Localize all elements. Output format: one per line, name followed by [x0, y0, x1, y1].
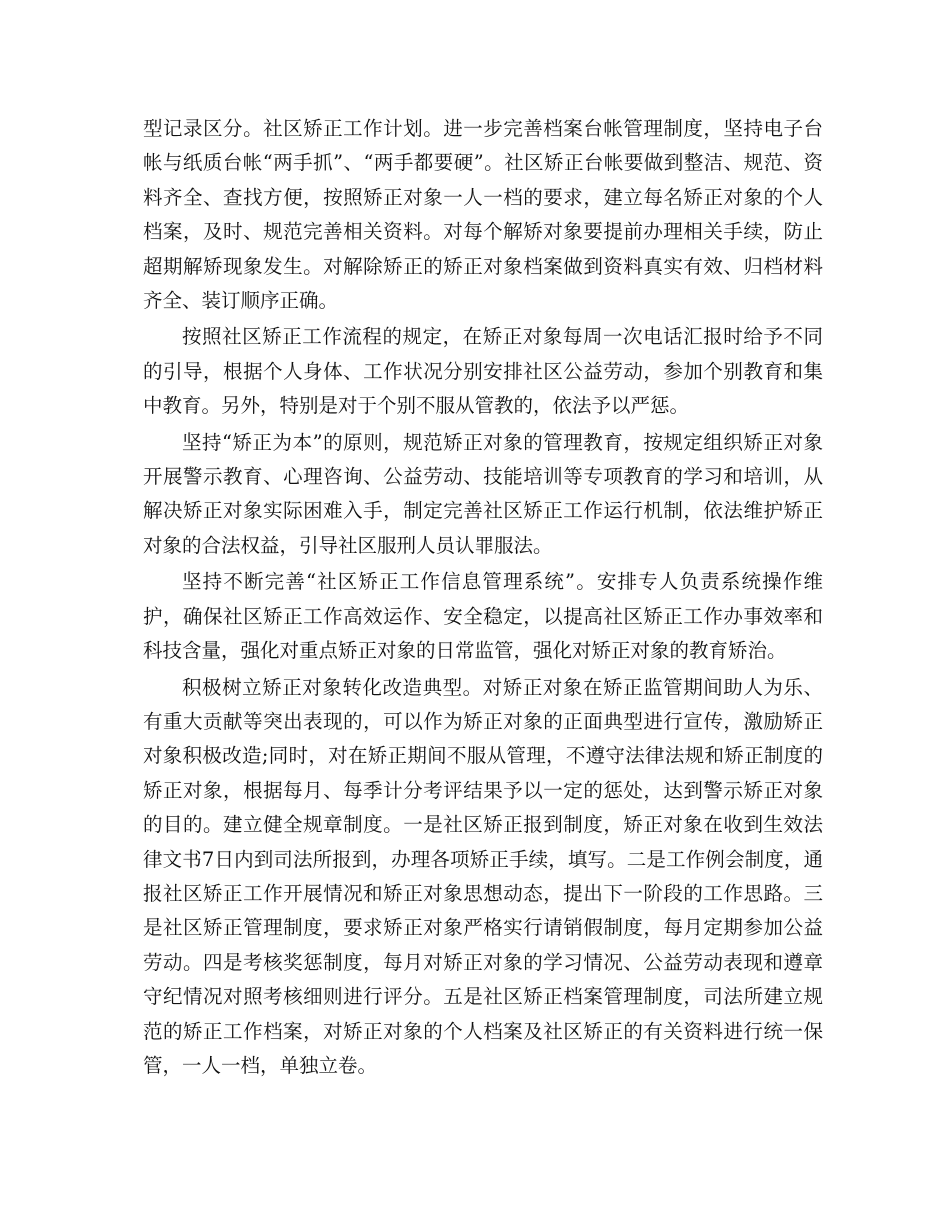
paragraph-information-system: 坚持不断完善“社区矫正工作信息管理系统”。安排专人负责系统操作维护，确保社区矫正工作高效运作、安全稳定，以提高社区矫正工作办事效率和科技含量，强化对重点矫正对象的日常监管，强化对矫正对象的教育矫治。 [143, 570, 823, 663]
paragraph-archive-management: 型记录区分。社区矫正工作计划。进一步完善档案台帐管理制度，坚持电子台帐与纸质台帐“两手抓”、“两手都要硬”。社区矫正台帐要做到整洁、规范、资料齐全、查找方便，按照矫正对象一人一档的要求，建立每名矫正对象的个人档案，及时、规范完善相关资料。对每个解矫对象要提前办理相关手续，防止超期解矫现象发生。对解除矫正的矫正对象档案做到资料真实有效、归档材料齐全、装订顺序正确。 [143, 117, 823, 313]
document-body [143, 112, 823, 1083]
paragraph-typical-examples-and-rules: 积极树立矫正对象转化改造典型。对矫正对象在矫正监管期间助人为乐、有重大贡献等突出表现的，可以作为矫正对象的正面典型进行宣传，激励矫正对象积极改造;同时，对在矫正期间不服从管理，不遵守法律法规和矫正制度的矫正对象，根据每月、每季计分考评结果予以一定的惩处，达到警示矫正对象的目的。建立健全规章制度。一是社区矫正报到制度，矫正对象在收到生效法律文书7日内到司法所报到，办理各项矫正手续，填写。二是工作例会制度，通报社区矫正工作开展情况和矫正对象思想动态，提出下一阶段的工作思路。三是社区矫正管理制度，要求矫正对象严格实行请销假制度，每月定期参加公益劳动。四是考核奖惩制度，每月对矫正对象的学习情况、公益劳动表现和遵章守纪情况对照考核细则进行评分。五是社区矫正档案管理制度，司法所建立规范的矫正工作档案，对矫正对象的个人档案及社区矫正的有关资料进行统一保管，一人一档，单独立卷。 [143, 675, 823, 1077]
paragraph-reporting-guidance: 按照社区矫正工作流程的规定，在矫正对象每周一次电话汇报时给予不同的引导，根据个人身体、工作状况分别安排社区公益劳动，参加个别教育和集中教育。另外，特别是对于个别不服从管教的，依法予以严惩。 [143, 325, 823, 418]
paragraph-correction-principle: 坚持“矫正为本”的原则，规范矫正对象的管理教育，按规定组织矫正对象开展警示教育、心理咨询、公益劳动、技能培训等专项教育的学习和培训，从解决矫正对象实际困难入手，制定完善社区矫正工作运行机制，依法维护矫正对象的合法权益，引导社区服刑人员认罪服法。 [143, 430, 823, 557]
